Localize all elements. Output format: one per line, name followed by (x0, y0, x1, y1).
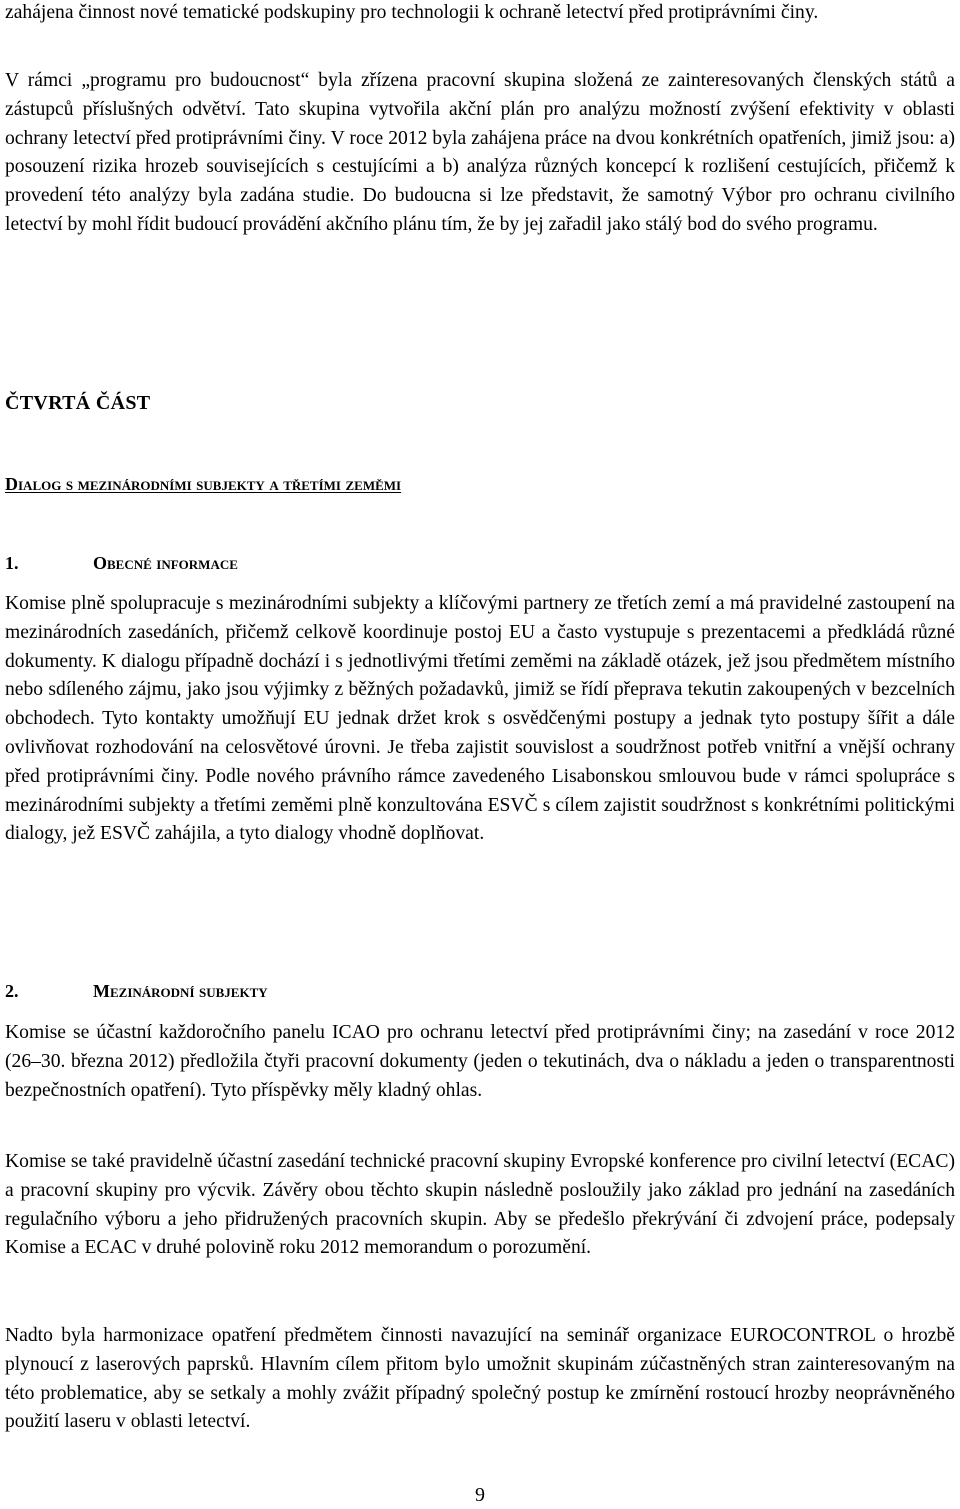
section-number: 2. (5, 981, 19, 1001)
section-1-paragraph-1 (5, 590, 955, 849)
part-subtitle: Dialog s mezinárodními subjekty a třetími zeměmi (5, 474, 402, 494)
section-heading (5, 981, 268, 1002)
section-2-paragraph-3 (5, 1322, 955, 1437)
section-heading (5, 553, 238, 574)
part-title: ČTVRTÁ ČÁST (5, 392, 151, 414)
intro-paragraph-2 (5, 67, 955, 240)
paragraph-text: Nadto byla harmonizace opatření předmětem činnosti navazující na seminář organizace EUROCONTROL o hrozbě plynoucí z laserových paprsků. Hlavním cílem přitom bylo umožnit skupinám zúčastněných stran zainteresovaným na této problematice, aby se setkaly a mohly zvážit případný společný postup ke zmírnění rostoucí hrozby neoprávněného použití laseru v oblasti letectví. (5, 1325, 955, 1433)
page-number: 9 (475, 1484, 485, 1506)
paragraph-text: Komise se také pravidelně účastní zasedání technické pracovní skupiny Evropské konference pro civilní letectví (ECAC) a pracovní skupiny pro výcvik. Závěry obou těchto skupin následně posloužily jako základ pro jednání na zasedáních regulačního výboru a jeho přidružených pracovních skupin. Aby se předešlo překrývání či zdvojení práce, podepsaly Komise a ECAC v druhé polovině roku 2012 memorandum o porozumění. (5, 1151, 955, 1259)
paragraph-text: zahájena činnost nové tematické podskupiny pro technologii k ochraně letectví před protiprávními činy. (5, 2, 819, 23)
paragraph-text: Komise plně spolupracuje s mezinárodními subjekty a klíčovými partnery ze třetích zemí a má pravidelné zastoupení na mezinárodních zasedáních, přičemž celkově koordinuje postoj EU a často vystupuje s prezentacemi a předkládá různé dokumenty. K dialogu případně dochází i s jednotlivými třetími zeměmi na základě otázek, jež jsou předmětem místního nebo sdíleného zájmu, jako jsou výjimky z běžných požadavků, jimiž se řídí přeprava tekutin zakoupených v bezcelních obchodech. Tyto kontakty umožňují EU jednak držet krok s osvědčenými postupy a jednak tyto postupy šířit a dále ovlivňovat rozhodování na celosvětové úrovni. Je třeba zajistit souvislost a soudržnost potřeb vnitřní a vnější ochrany před protiprávními činy. Podle nového právního rámce zavedeného Lisabonskou smlouvou bude v rámci spolupráce s mezinárodními subjekty a třetími zeměmi plně konzultována ESVČ s cílem zajistit soudržnost s konkrétními politickými dialogy, jež ESVČ zahájila, a tyto dialogy vhodně doplňovat. (5, 593, 955, 845)
section-2-paragraph-2 (5, 1148, 955, 1263)
section-title: Mezinárodní subjekty (93, 981, 268, 1001)
section-title: Obecné informace (93, 553, 238, 573)
paragraph-text: Komise se účastní každoročního panelu ICAO pro ochranu letectví před protiprávními činy; na zasedání v roce 2012 (26–30. března 2012) předložila čtyři pracovní dokumenty (jeden o tekutinách, dva o nákladu a jeden o transparentnosti bezpečnostních opatření). Tyto příspěvky měly kladný ohlas. (5, 1022, 955, 1101)
intro-paragraph-1 (5, 0, 955, 28)
section-number: 1. (5, 553, 19, 573)
section-2-paragraph-1 (5, 1019, 955, 1105)
paragraph-text: V rámci „programu pro budoucnost“ byla zřízena pracovní skupina složená ze zainteresovaných členských států a zástupců příslušných odvětví. Tato skupina vytvořila akční plán pro analýzu možností zvýšení efektivity v oblasti ochrany letectví před protiprávními činy. V roce 2012 byla zahájena práce na dvou konkrétních opatřeních, jimiž jsou: a) posouzení rizika hrozeb souvisejících s cestujícími a b) analýza různých koncepcí k rozlišení cestujících, přičemž k provedení této analýzy byla zadána studie. Do budoucna si lze představit, že samotný Výbor pro ochranu civilního letectví by mohl řídit budoucí provádění akčního plánu tím, že by jej zařadil jako stálý bod do svého programu. (5, 70, 955, 235)
